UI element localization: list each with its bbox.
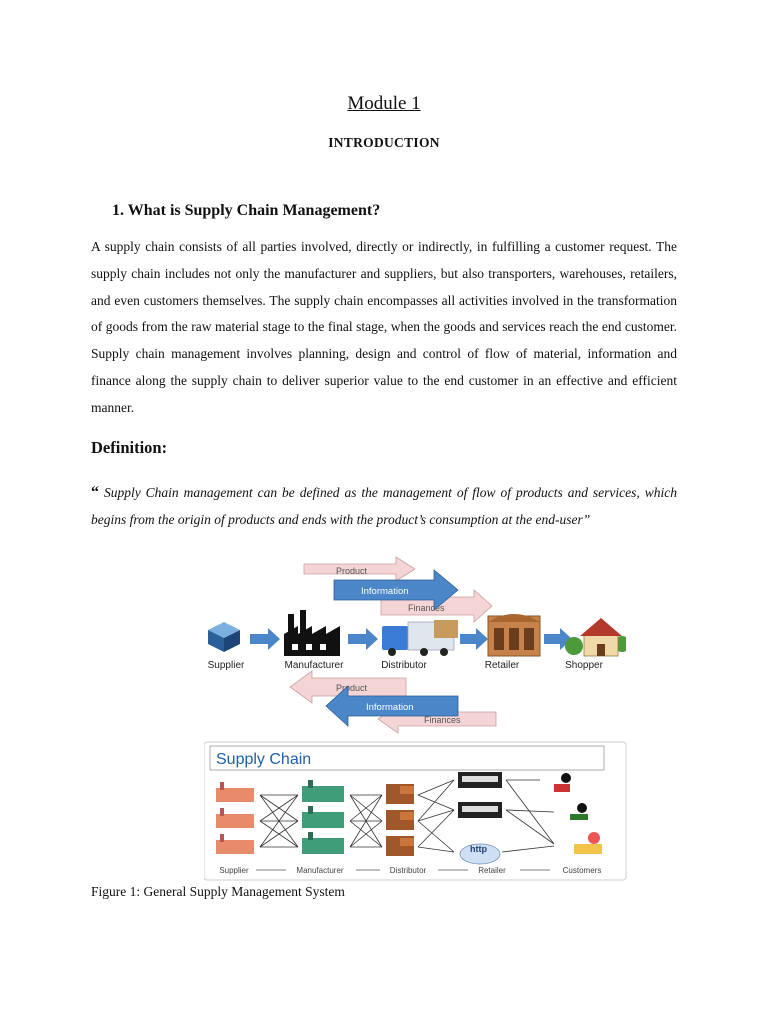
stage-label-manufacturer: Manufacturer (296, 866, 344, 875)
shopper-house-icon (565, 618, 626, 656)
flow-arrow-product-top (304, 557, 415, 581)
node-label-manufacturer: Manufacturer (284, 660, 344, 671)
web-http-label: http (470, 844, 487, 854)
network-title: Supply Chain (216, 751, 312, 768)
flow-arrow-1 (250, 628, 280, 650)
supply-chain-flow-figure (186, 556, 626, 740)
supplier-icon (208, 622, 240, 652)
node-label-shopper: Shopper (565, 660, 603, 671)
figure-caption: Figure 1: General Supply Management System (91, 884, 345, 899)
module-title: Module 1 (347, 93, 421, 114)
web-retailer-icon (460, 844, 500, 864)
definition-heading: Definition: (91, 438, 168, 457)
supply-chain-network-figure (204, 740, 628, 882)
node-label-distributor: Distributor (381, 660, 427, 671)
node-label-supplier: Supplier (207, 660, 245, 671)
stage-label-distributor: Distributor (389, 866, 427, 875)
flow-label-finances-top: Finances (408, 603, 445, 613)
flow-label-information-top: Information (361, 586, 409, 597)
stage-label-supplier: Supplier (219, 866, 249, 875)
manufacturer-factory-icons (302, 780, 344, 854)
stage-label-customers: Customers (562, 866, 602, 875)
manufacturer-icon (284, 610, 340, 656)
retailer-store-icon (488, 614, 540, 656)
distributor-truck-icon (382, 620, 458, 656)
definition-quote (91, 480, 677, 534)
flow-arrow-2 (348, 628, 378, 650)
flow-arrow-3 (460, 628, 488, 650)
section-heading: 1. What is Supply Chain Management? (112, 202, 381, 219)
node-label-retailer: Retailer (484, 660, 520, 671)
distributor-box-icons (386, 784, 414, 856)
introduction-subtitle: INTRODUCTION (328, 135, 440, 150)
definition-text: Supply Chain management can be defined as the management of flow of products and services, which begins from the origin of products and ends with the product’s consumption at the end-user” (91, 485, 677, 527)
open-quote-mark: “ (91, 484, 99, 501)
flow-label-product-top: Product (336, 566, 368, 576)
intro-paragraph: A supply chain consists of all parties involved, directly or indirectly, in fulfilling a customer request. The supply chain includes not only the manufacturer and suppliers, but also transporters, warehouses, retailers, and even customers themselves. The supply chain encompasses all activities involved in the transformation of goods from the raw material stage to the final stage, when the goods and services reach the end customer. Supply chain management involves planning, design and control of flow of material, information and finance along the supply chain to deliver superior value to the end customer in an effective and efficient manner. (91, 239, 677, 415)
flow-label-finances-bottom: Finances (424, 715, 461, 725)
supplier-factory-icons (216, 782, 254, 854)
stage-label-retailer: Retailer (478, 866, 506, 875)
flow-label-information-bottom: Information (366, 702, 414, 713)
flow-label-product-bottom: Product (336, 683, 368, 693)
